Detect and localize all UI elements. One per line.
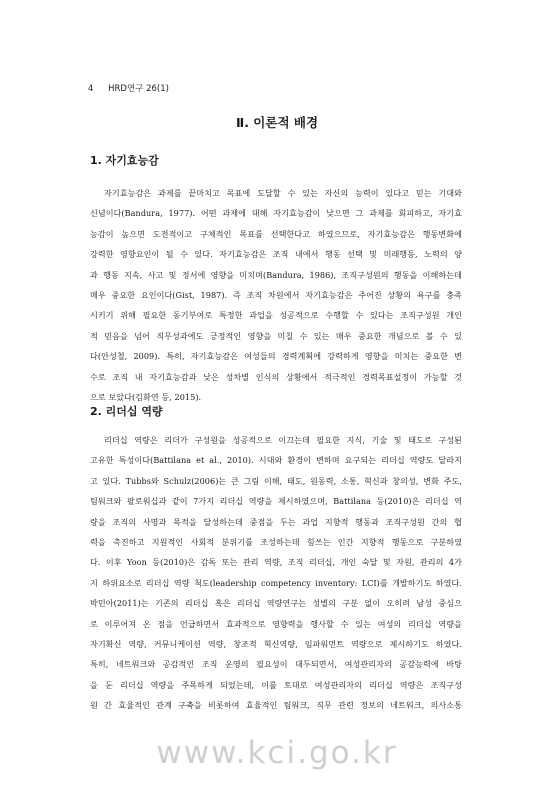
section-title-leadership: 2. 리더십 역량: [90, 405, 163, 418]
text-line: 시키기 위해 필요한 동기부여로 특정한 과업을 성공적으로 수행할 수 있다는 조직구성원 개인: [90, 310, 462, 321]
journal-title: HRD연구 26(1): [108, 84, 169, 94]
page-number: 4: [88, 84, 94, 94]
text-line: 과 행동 지속, 사고 및 정서에 영향을 미치며(Bandura, 1986), 조직구성원의 행동을 이해하는데: [90, 269, 462, 280]
text-line: 다. 이후 Yoon 등(2010)은 감독 또는 관리 역량, 조직 리더십, 개인 숙달 및 자원, 관리의 4가: [90, 557, 462, 568]
text-line: 을 둔 리더십 역량을 주목하게 되었는데, 이를 토대로 여성관리자의 리더십 역량은 조직구성: [90, 679, 462, 690]
text-line: 강력한 영향요인이 될 수 있다. 자기효능감은 조직 내에서 행동 선택 및 미래행동, 노력의 양: [90, 249, 462, 260]
text-line: 적 믿음을 넘어 직무성과에도 긍정적인 영향을 미칠 수 있는 매우 중요한 개념으로 볼 수 있: [90, 330, 462, 341]
text-line: 능감이 높으면 도전적이고 구체적인 목표를 선택한다고 하였으므로, 자기효능감은 행동변화에: [90, 228, 462, 239]
text-line: 리더십 역량은 리더가 구성원을 성공적으로 이끄는데 필요한 지식, 기술 및 태도로 구성된: [104, 435, 462, 445]
section-paragraph-self-efficacy: [90, 183, 462, 407]
text-line: 지 하위요소로 리더십 역량 척도(leadership competency inventory: LCI)를 개발하기도 하였다.: [90, 577, 462, 588]
text-line: 고유한 특성이다(Battilana et al., 2010). 시대와 환경이 변하며 요구되는 리더십 역량도 달라지: [90, 455, 462, 466]
text-line: 자기확신 역량, 커뮤니케이션 역량, 창조적 혁신역량, 임파워먼트 역량으로 제시하기도 하였다.: [90, 639, 462, 650]
text-line: 으로 보았다(김화연 등, 2015).: [90, 392, 202, 403]
text-line: 량을 조직의 사명과 목적을 달성하는데 중점을 두는 과업 지향적 행동과 조직구성원 간의 협: [90, 516, 462, 527]
text-line: 다(안성철, 2009). 특히, 자기효능감은 여성들의 경력계획에 강력하게 영향을 미치는 중요한 변: [90, 351, 462, 362]
text-line: 력을 촉진하고 지원적인 사회적 분위기를 조성하는데 힘쓰는 인간 지향적 행동으로 구분하였: [90, 537, 462, 548]
text-line: 원 간 효율적인 관계 구축을 비롯하여 효율적인 팀워크, 직무 관련 정보의 네트워크, 의사소통: [90, 700, 462, 711]
section-title-self-efficacy: 1. 자기효능감: [90, 154, 159, 167]
text-line: 팀워크와 팔로워십과 같이 7가지 리더십 역량을 제시하였으며, Battilana 등(2010)은 리더십 역: [90, 496, 462, 507]
text-line: 박민아(2011)는 기존의 리더십 혹은 리더십 역량연구는 성별의 구분 없이 오히려 남성 중심으: [90, 598, 462, 609]
chapter-title: Ⅱ. 이론적 배경: [235, 115, 319, 130]
running-header: [88, 82, 169, 94]
text-line: 매우 중요한 요인이다(Gist, 1987). 즉 조직 차원에서 자기효능감은 주어진 상황의 욕구를 충족: [90, 290, 462, 301]
watermark: www.kci.go.kr: [156, 735, 398, 771]
text-line: 자기효능감은 과제를 끝마치고 목표에 도달할 수 있는 자신의 능력이 있다고 믿는 기대와: [104, 188, 462, 198]
text-line: 특히, 네트워크와 공감적인 조직 운영의 필요성이 대두되면서, 여성관리자의 공감능력에 바탕: [90, 659, 462, 670]
section-paragraph-leadership: [90, 430, 462, 716]
text-line: 고 있다. Tubbs와 Schulz(2006)는 큰 그림 이해, 태도, 원동력, 소통, 혁신과 창의성, 변화 주도,: [90, 475, 462, 486]
text-line: 신념이다(Bandura, 1977). 어떤 과제에 대해 자기효능감이 낮으면 그 과제를 회피하고, 자기효: [90, 208, 462, 219]
text-line: 수로 조직 내 자기효능감과 낮은 성차별 인식의 상황에서 적극적인 경력목표설정이 가능할 것: [90, 371, 462, 382]
text-line: 로 이루어져 온 점을 언급하면서 효과적으로 영향력을 행사할 수 있는 여성의 리더십 역량을: [90, 618, 462, 629]
